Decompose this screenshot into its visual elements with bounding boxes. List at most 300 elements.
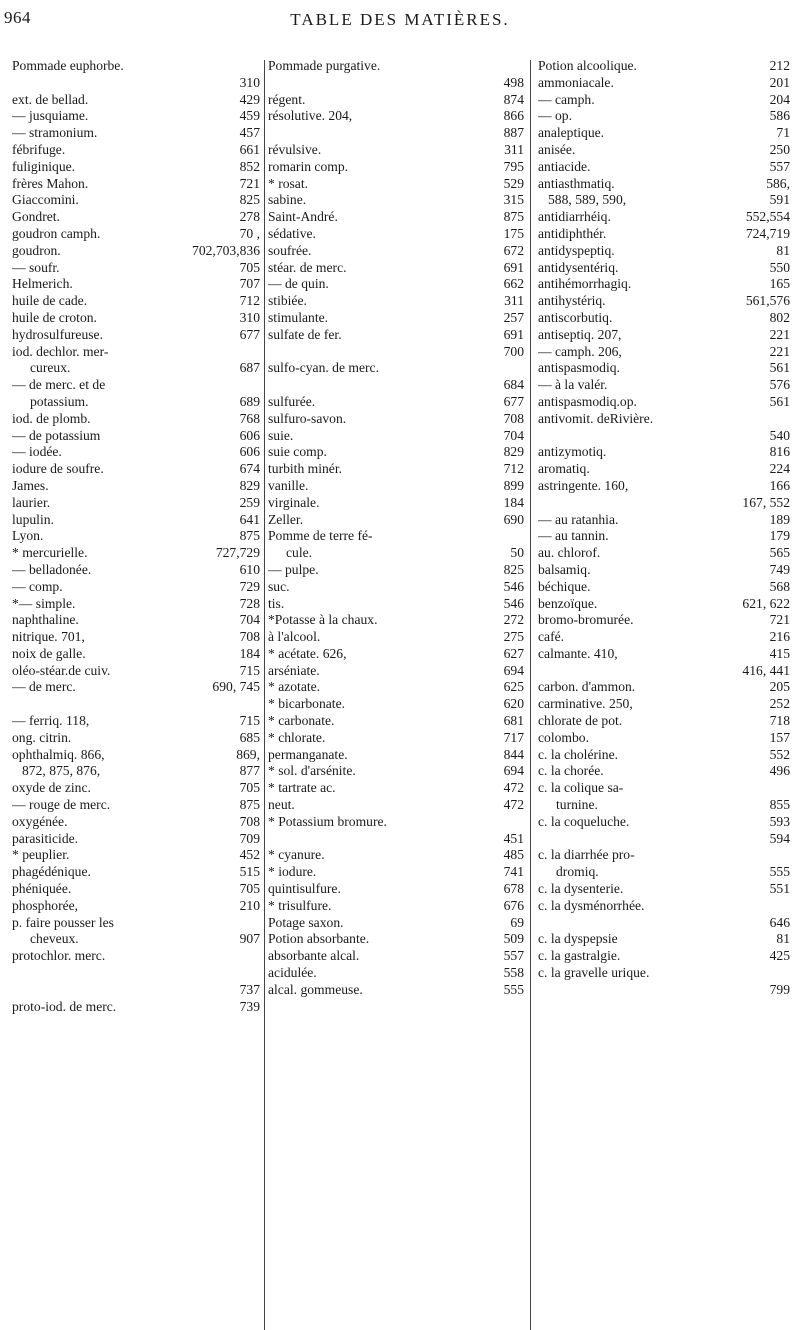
entry-term: * azotate. xyxy=(268,679,321,695)
entry-term: au. chlorof. xyxy=(538,545,601,561)
entry-pages: 724,719 xyxy=(745,225,790,241)
entry-pages: 705 xyxy=(239,881,260,897)
index-entry xyxy=(538,915,790,932)
entry-pages: 690 xyxy=(503,511,524,527)
index-entry xyxy=(268,209,524,226)
index-entry xyxy=(268,696,524,713)
index-entry xyxy=(268,428,524,445)
index-entry xyxy=(538,327,790,344)
entry-pages: 662 xyxy=(503,276,524,292)
entry-pages: 907 xyxy=(239,931,260,947)
entry-pages: 728 xyxy=(239,595,260,611)
entry-term: c. la chorée. xyxy=(538,763,604,779)
entry-term: antihystériq. xyxy=(538,293,606,309)
entry-pages: 875 xyxy=(239,797,260,813)
index-entry xyxy=(268,176,524,193)
entry-term: iod. dechlor. mer- xyxy=(12,343,109,359)
index-entry xyxy=(12,931,260,948)
entry-term: sédative. xyxy=(268,225,316,241)
entry-pages: 81 xyxy=(776,242,790,258)
entry-pages: 681 xyxy=(503,713,524,729)
entry-term: antispasmodiq. xyxy=(538,360,620,376)
index-entry xyxy=(268,780,524,797)
entry-term: antiacide. xyxy=(538,158,591,174)
index-entry xyxy=(538,512,790,529)
entry-pages: 71 xyxy=(776,125,790,141)
entry-pages: 694 xyxy=(503,763,524,779)
entry-term: antidysentériq. xyxy=(538,259,619,275)
entry-pages: 529 xyxy=(503,175,524,191)
entry-term: résolutive. 204, xyxy=(268,108,353,124)
entry-pages: 620 xyxy=(503,696,524,712)
index-entry xyxy=(12,780,260,797)
running-title: TABLE DES MATIÈRES. xyxy=(290,10,510,29)
index-entry xyxy=(12,108,260,125)
index-entry xyxy=(268,192,524,209)
entry-term: antizymotiq. xyxy=(538,444,607,460)
entry-term: Lyon. xyxy=(12,528,44,544)
entry-pages: 721 xyxy=(239,175,260,191)
entry-term: p. faire pousser les xyxy=(12,914,114,930)
index-entry xyxy=(538,747,790,764)
entry-pages: 677 xyxy=(239,326,260,342)
index-entry xyxy=(268,864,524,881)
entry-term: soufrée. xyxy=(268,242,312,258)
entry-term: turnine. xyxy=(556,797,598,813)
index-entry xyxy=(12,478,260,495)
entry-pages: 899 xyxy=(503,477,524,493)
entry-term: ammoniacale. xyxy=(538,74,614,90)
entry-pages: 416, 441 xyxy=(742,662,790,678)
entry-term: — de merc. xyxy=(12,679,76,695)
entry-term: — soufr. xyxy=(12,259,60,275)
entry-term: c. la coqueluche. xyxy=(538,813,630,829)
index-entry xyxy=(268,293,524,310)
entry-term: Potage saxon. xyxy=(268,914,344,930)
entry-pages: 816 xyxy=(769,444,790,460)
page-header xyxy=(0,2,800,42)
index-entry xyxy=(268,965,524,982)
entry-pages: 212 xyxy=(769,58,790,73)
entry-term: * chlorate. xyxy=(268,729,326,745)
entry-term: protochlor. merc. xyxy=(12,948,106,964)
index-entry xyxy=(12,310,260,327)
entry-term: antidiphthér. xyxy=(538,225,607,241)
entry-pages: 568 xyxy=(769,578,790,594)
index-entry xyxy=(12,596,260,613)
index-entry xyxy=(12,730,260,747)
entry-pages: 700 xyxy=(503,343,524,359)
entry-pages: 457 xyxy=(239,125,260,141)
entry-pages: 429 xyxy=(239,91,260,107)
entry-pages: 704 xyxy=(239,612,260,628)
entry-pages: 877 xyxy=(239,763,260,779)
entry-term: * peuplier. xyxy=(12,847,70,863)
index-entry xyxy=(12,192,260,209)
entry-pages: 205 xyxy=(769,679,790,695)
entry-pages: 768 xyxy=(239,410,260,426)
index-entry xyxy=(538,192,790,209)
index-entry xyxy=(538,696,790,713)
index-entry xyxy=(538,545,790,562)
index-entry xyxy=(12,142,260,159)
entry-pages: 702,703,836 xyxy=(192,242,260,258)
entry-term: — iodée. xyxy=(12,444,62,460)
entry-pages: 586, xyxy=(766,175,790,191)
index-entry xyxy=(538,276,790,293)
entry-term: carbon. d'ammon. xyxy=(538,679,636,695)
index-entry xyxy=(12,999,260,1016)
entry-term: * acétate. 626, xyxy=(268,645,347,661)
index-entry xyxy=(12,327,260,344)
entry-pages: 875 xyxy=(239,528,260,544)
entry-term: Zeller. xyxy=(268,511,304,527)
entry-pages: 252 xyxy=(769,696,790,712)
index-entry xyxy=(538,612,790,629)
index-entry xyxy=(538,176,790,193)
entry-term: * carbonate. xyxy=(268,713,335,729)
entry-pages: 829 xyxy=(239,477,260,493)
entry-pages: 565 xyxy=(769,545,790,561)
entry-term: — au ratanhia. xyxy=(538,511,619,527)
entry-pages: 661 xyxy=(239,141,260,157)
index-entry xyxy=(12,243,260,260)
entry-pages: 165 xyxy=(769,276,790,292)
entry-term: stimulante. xyxy=(268,309,329,325)
index-entry xyxy=(268,159,524,176)
entry-pages: 452 xyxy=(239,847,260,863)
entry-term: frères Mahon. xyxy=(12,175,89,191)
entry-term: 872, 875, 876, xyxy=(22,763,101,779)
index-entry xyxy=(12,545,260,562)
entry-pages: 727,729 xyxy=(215,545,260,561)
entry-pages: 315 xyxy=(503,192,524,208)
index-entry xyxy=(12,629,260,646)
index-column-middle xyxy=(268,58,524,999)
entry-term: romarin comp. xyxy=(268,158,349,174)
index-entry xyxy=(268,898,524,915)
index-entry xyxy=(268,444,524,461)
index-entry xyxy=(538,226,790,243)
entry-pages: 646 xyxy=(769,914,790,930)
entry-pages: 712 xyxy=(239,293,260,309)
entry-pages: 70 , xyxy=(239,225,260,241)
entry-pages: 825 xyxy=(239,192,260,208)
index-entry xyxy=(268,108,524,125)
entry-term: hydrosulfureuse. xyxy=(12,326,103,342)
index-entry xyxy=(538,142,790,159)
column-divider xyxy=(530,60,531,1330)
index-entry xyxy=(268,461,524,478)
entry-term: c. la gastralgie. xyxy=(538,948,621,964)
entry-pages: 472 xyxy=(503,780,524,796)
index-entry xyxy=(268,629,524,646)
entry-term: permanganate. xyxy=(268,746,348,762)
index-entry xyxy=(12,948,260,965)
index-entry xyxy=(12,293,260,310)
entry-term: — de merc. et de xyxy=(12,377,106,393)
entry-term: parasiticide. xyxy=(12,830,79,846)
entry-term: sulfuro-savon. xyxy=(268,410,347,426)
index-entry xyxy=(12,646,260,663)
entry-term: c. la colique sa- xyxy=(538,780,624,796)
index-entry xyxy=(268,881,524,898)
entry-term: antiseptiq. 207, xyxy=(538,326,622,342)
entry-term: Potion absorbante. xyxy=(268,931,370,947)
entry-term: café. xyxy=(538,629,565,645)
entry-term: anisée. xyxy=(538,141,576,157)
entry-term: dromiq. xyxy=(556,864,599,880)
index-entry xyxy=(268,92,524,109)
entry-pages: 674 xyxy=(239,461,260,477)
entry-pages: 550 xyxy=(769,259,790,275)
entry-term: goudron. xyxy=(12,242,61,258)
index-entry xyxy=(538,209,790,226)
index-entry xyxy=(538,881,790,898)
index-entry xyxy=(12,276,260,293)
entry-term: Giaccomini. xyxy=(12,192,79,208)
index-entry xyxy=(12,512,260,529)
entry-pages: 561 xyxy=(769,360,790,376)
entry-pages: 189 xyxy=(769,511,790,527)
entry-pages: 691 xyxy=(503,259,524,275)
entry-term: sulfo-cyan. de merc. xyxy=(268,360,379,376)
entry-term: Pommade purgative. xyxy=(268,58,381,73)
entry-term: balsamiq. xyxy=(538,561,591,577)
index-entry xyxy=(12,831,260,848)
entry-term: révulsive. xyxy=(268,141,322,157)
entry-term: c. la dysménorrhée. xyxy=(538,897,645,913)
index-entry xyxy=(538,797,790,814)
entry-term: virginale. xyxy=(268,494,320,510)
entry-term: antiasthmatiq. xyxy=(538,175,615,191)
entry-pages: 729 xyxy=(239,578,260,594)
entry-pages: 310 xyxy=(239,309,260,325)
entry-pages: 555 xyxy=(503,981,524,997)
entry-term: Potion alcoolique. xyxy=(538,58,637,73)
entry-pages: 540 xyxy=(769,427,790,443)
entry-term: à l'alcool. xyxy=(268,629,321,645)
entry-pages: 593 xyxy=(769,813,790,829)
entry-pages: 250 xyxy=(769,141,790,157)
entry-term: antidiarrhéiq. xyxy=(538,209,611,225)
index-entry xyxy=(268,394,524,411)
index-entry xyxy=(12,92,260,109)
entry-pages: 715 xyxy=(239,713,260,729)
entry-term: oxyde de zinc. xyxy=(12,780,91,796)
index-entry xyxy=(268,377,524,394)
index-entry xyxy=(268,713,524,730)
entry-term: 588, 589, 590, xyxy=(548,192,627,208)
entry-term: aromatiq. xyxy=(538,461,590,477)
entry-pages: 272 xyxy=(503,612,524,628)
index-entry xyxy=(538,579,790,596)
entry-term: analeptique. xyxy=(538,125,605,141)
entry-term: Pomme de terre fé- xyxy=(268,528,373,544)
index-entry xyxy=(268,915,524,932)
entry-term: turbith minér. xyxy=(268,461,343,477)
entry-term: * Potassium bromure. xyxy=(268,813,387,829)
entry-pages: 259 xyxy=(239,494,260,510)
index-entry xyxy=(268,545,524,562)
entry-term: — à la valér. xyxy=(538,377,608,393)
index-entry xyxy=(268,360,524,377)
index-entry xyxy=(268,495,524,512)
entry-term: iod. de plomb. xyxy=(12,410,91,426)
entry-term: cheveux. xyxy=(30,931,79,947)
index-entry xyxy=(538,713,790,730)
entry-term: antihémorrhagiq. xyxy=(538,276,632,292)
entry-term: * mercurielle. xyxy=(12,545,88,561)
index-entry xyxy=(268,310,524,327)
entry-term: neut. xyxy=(268,797,295,813)
entry-pages: 677 xyxy=(503,393,524,409)
entry-pages: 485 xyxy=(503,847,524,863)
index-entry xyxy=(12,260,260,277)
index-entry xyxy=(268,982,524,999)
entry-term: ext. de bellad. xyxy=(12,91,89,107)
index-entry xyxy=(538,58,790,75)
index-entry xyxy=(538,528,790,545)
entry-pages: 557 xyxy=(503,948,524,964)
entry-term: * sol. d'arsénite. xyxy=(268,763,356,779)
index-entry xyxy=(12,360,260,377)
index-entry xyxy=(538,663,790,680)
entry-pages: 606 xyxy=(239,427,260,443)
index-entry xyxy=(12,847,260,864)
index-entry xyxy=(12,663,260,680)
entry-pages: 844 xyxy=(503,746,524,762)
entry-pages: 167, 552 xyxy=(742,494,790,510)
entry-pages: 709 xyxy=(239,830,260,846)
index-entry xyxy=(538,831,790,848)
entry-pages: 708 xyxy=(239,813,260,829)
entry-pages: 576 xyxy=(769,377,790,393)
index-entry xyxy=(12,864,260,881)
index-entry xyxy=(12,75,260,92)
entry-term: calmante. 410, xyxy=(538,645,618,661)
index-entry xyxy=(268,58,524,75)
entry-term: carminative. 250, xyxy=(538,696,633,712)
entry-pages: 551 xyxy=(769,881,790,897)
entry-term: — jusquiame. xyxy=(12,108,89,124)
entry-term: * bicarbonate. xyxy=(268,696,345,712)
index-entry xyxy=(12,679,260,696)
entry-pages: 691 xyxy=(503,326,524,342)
entry-term: * iodure. xyxy=(268,864,317,880)
entry-pages: 855 xyxy=(769,797,790,813)
index-entry xyxy=(538,360,790,377)
index-entry xyxy=(538,948,790,965)
index-entry xyxy=(268,478,524,495)
entry-term: antidyspeptiq. xyxy=(538,242,615,258)
entry-term: phagédénique. xyxy=(12,864,91,880)
entry-term: lupulin. xyxy=(12,511,54,527)
index-entry xyxy=(268,663,524,680)
index-entry xyxy=(538,394,790,411)
entry-pages: 708 xyxy=(503,410,524,426)
entry-term: cule. xyxy=(286,545,313,561)
index-entry xyxy=(12,394,260,411)
entry-pages: 685 xyxy=(239,729,260,745)
entry-pages: 875 xyxy=(503,209,524,225)
entry-term: — rouge de merc. xyxy=(12,797,111,813)
index-entry xyxy=(538,629,790,646)
entry-pages: 210 xyxy=(239,897,260,913)
entry-term: ophthalmiq. 866, xyxy=(12,746,105,762)
entry-pages: 678 xyxy=(503,881,524,897)
index-entry xyxy=(538,125,790,142)
entry-pages: 561 xyxy=(769,393,790,409)
index-entry xyxy=(12,377,260,394)
index-entry xyxy=(268,646,524,663)
entry-term: ong. citrin. xyxy=(12,729,72,745)
entry-term: nitrique. 701, xyxy=(12,629,85,645)
entry-pages: 557 xyxy=(769,158,790,174)
entry-pages: 546 xyxy=(503,595,524,611)
entry-pages: 721 xyxy=(769,612,790,628)
entry-term: colombo. xyxy=(538,729,589,745)
entry-pages: 546 xyxy=(503,578,524,594)
entry-pages: 717 xyxy=(503,729,524,745)
entry-term: noix de galle. xyxy=(12,645,86,661)
index-entry xyxy=(12,881,260,898)
entry-pages: 224 xyxy=(769,461,790,477)
index-entry xyxy=(12,898,260,915)
entry-term: suc. xyxy=(268,578,290,594)
entry-pages: 687 xyxy=(239,360,260,376)
index-entry xyxy=(538,411,790,428)
entry-term: cureux. xyxy=(30,360,71,376)
entry-pages: 799 xyxy=(769,981,790,997)
entry-pages: 310 xyxy=(239,74,260,90)
page-number: 964 xyxy=(4,8,31,27)
index-entry xyxy=(12,579,260,596)
index-entry xyxy=(268,931,524,948)
index-entry xyxy=(538,679,790,696)
entry-pages: 625 xyxy=(503,679,524,695)
entry-pages: 704 xyxy=(503,427,524,443)
index-entry xyxy=(268,847,524,864)
entry-term: sulfate de fer. xyxy=(268,326,342,342)
entry-term: stibiée. xyxy=(268,293,307,309)
entry-pages: 175 xyxy=(503,225,524,241)
entry-term: antispasmodiq.op. xyxy=(538,393,637,409)
index-entry xyxy=(268,679,524,696)
entry-term: — comp. xyxy=(12,578,63,594)
index-entry xyxy=(268,226,524,243)
entry-pages: 201 xyxy=(769,74,790,90)
entry-pages: 204 xyxy=(769,91,790,107)
entry-pages: 555 xyxy=(769,864,790,880)
entry-term: absorbante alcal. xyxy=(268,948,360,964)
entry-pages: 718 xyxy=(769,713,790,729)
index-entry xyxy=(538,646,790,663)
entry-term: c. la dyspepsie xyxy=(538,931,618,947)
entry-pages: 69 xyxy=(510,914,524,930)
entry-pages: 694 xyxy=(503,662,524,678)
entry-pages: 825 xyxy=(503,561,524,577)
entry-term: — pulpe. xyxy=(268,561,319,577)
entry-term: goudron camph. xyxy=(12,225,101,241)
entry-term: suie comp. xyxy=(268,444,327,460)
entry-pages: 705 xyxy=(239,780,260,796)
index-entry xyxy=(268,730,524,747)
index-entry xyxy=(12,411,260,428)
entry-term: sulfurée. xyxy=(268,393,316,409)
entry-pages: 866 xyxy=(503,108,524,124)
entry-term: stéar. de merc. xyxy=(268,259,347,275)
